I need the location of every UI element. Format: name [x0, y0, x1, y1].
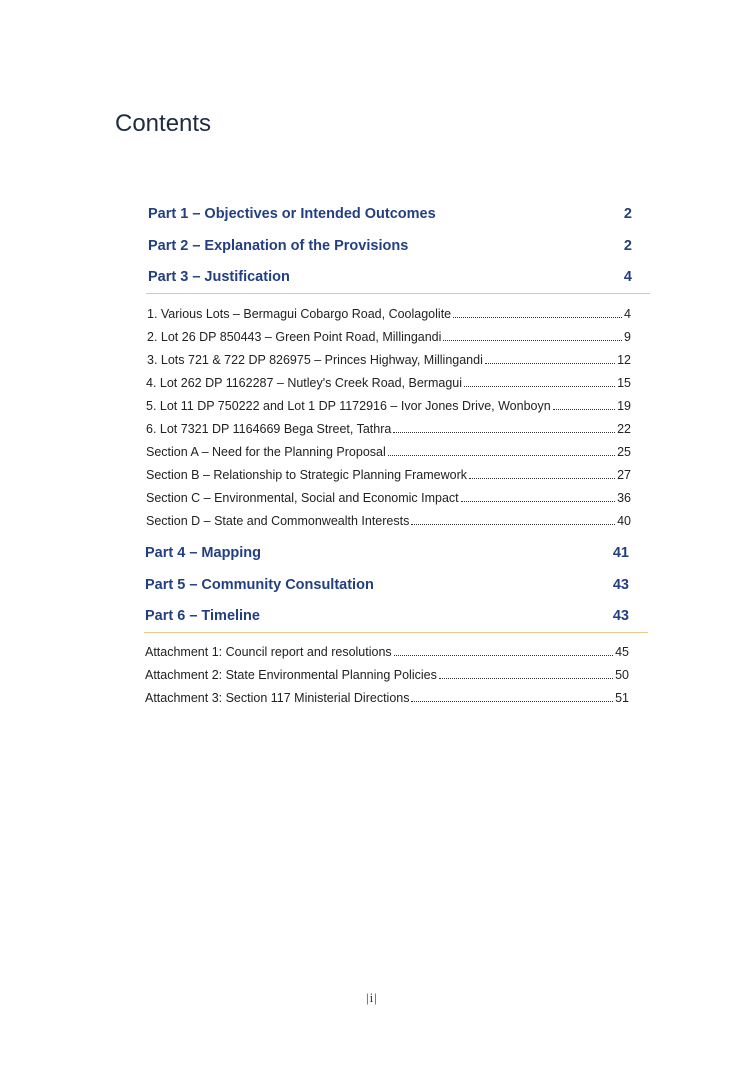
toc-entry-label: Section B – Relationship to Strategic Planning Framework [146, 468, 467, 482]
toc-entry-page: 15 [617, 376, 631, 390]
toc-entry-page: 51 [615, 691, 629, 705]
toc-entry[interactable] [147, 330, 631, 344]
toc-entry-label: Attachment 1: Council report and resolutions [145, 645, 392, 659]
toc-part-label: Part 4 – Mapping [145, 545, 262, 561]
page-title: Contents [115, 110, 212, 137]
toc-entry[interactable] [146, 445, 631, 459]
toc-entry[interactable] [147, 353, 631, 367]
toc-entry-label: 3. Lots 721 & 722 DP 826975 – Princes Highway, Millingandi [147, 353, 483, 367]
dot-leader [388, 455, 615, 456]
dot-leader [485, 363, 615, 364]
toc-entry[interactable] [146, 491, 631, 505]
toc-entry-page: 9 [624, 330, 631, 344]
toc-entry-page: 45 [615, 645, 629, 659]
toc-entry[interactable] [146, 514, 631, 528]
toc-entry-page: 4 [624, 307, 631, 321]
toc-entry-page: 12 [617, 353, 631, 367]
toc-attachment[interactable] [145, 645, 629, 659]
toc-entry-page: 19 [617, 399, 631, 413]
toc-entry[interactable] [146, 376, 631, 390]
toc-entry-page: 22 [617, 422, 631, 436]
toc-part-label: Part 3 – Justification [148, 269, 290, 285]
dot-leader [443, 340, 622, 341]
toc-part-label: Part 2 – Explanation of the Provisions [148, 238, 409, 254]
toc-attachment[interactable] [145, 691, 629, 705]
toc-entry-label: 6. Lot 7321 DP 1164669 Bega Street, Tathra [146, 422, 392, 436]
page-number: |i| [366, 990, 378, 1005]
dot-leader [411, 701, 613, 702]
toc-entry-label: Section D – State and Commonwealth Interests [146, 514, 410, 528]
toc-part-6[interactable] [145, 608, 629, 624]
toc-part-page: 43 [612, 608, 629, 624]
toc-part-5[interactable] [145, 577, 629, 593]
toc-part-label: Part 5 – Community Consultation [145, 577, 374, 593]
section-divider [146, 293, 650, 294]
toc-entry[interactable] [146, 422, 631, 436]
toc-entry[interactable] [146, 399, 631, 413]
dot-leader [553, 409, 615, 410]
dot-leader [469, 478, 615, 479]
dot-leader [393, 432, 615, 433]
dot-leader [394, 655, 613, 656]
toc-part-page: 2 [623, 238, 632, 254]
toc-entry-label: 1. Various Lots – Bermagui Cobargo Road, Coolagolite [147, 307, 452, 321]
toc-part-label: Part 1 – Objectives or Intended Outcomes [148, 206, 436, 222]
toc-part-2[interactable] [148, 238, 632, 254]
dot-leader [439, 678, 613, 679]
toc-part-label: Part 6 – Timeline [145, 608, 260, 624]
toc-part-page: 4 [623, 269, 632, 285]
toc-entry-page: 27 [617, 468, 631, 482]
section-divider [144, 632, 648, 633]
toc-entry-label: 4. Lot 262 DP 1162287 – Nutley's Creek Road, Bermagui [146, 376, 463, 390]
toc-entry-page: 40 [617, 514, 631, 528]
dot-leader [453, 317, 622, 318]
toc-part-1[interactable] [148, 206, 632, 222]
toc-entry[interactable] [146, 468, 631, 482]
toc-entry-page: 36 [617, 491, 631, 505]
dot-leader [411, 524, 615, 525]
toc-part-3[interactable] [148, 269, 632, 285]
toc-entry-label: Attachment 2: State Environmental Planning Policies [145, 668, 437, 682]
toc-part-4[interactable] [145, 545, 629, 561]
toc-part-page: 43 [612, 577, 629, 593]
dot-leader [464, 386, 615, 387]
toc-entry-label: Attachment 3: Section 117 Ministerial Directions [145, 691, 410, 705]
dot-leader [461, 501, 615, 502]
toc-entry-page: 25 [617, 445, 631, 459]
toc-entry-label: 5. Lot 11 DP 750222 and Lot 1 DP 1172916 – Ivor Jones Drive, Wonboyn [146, 399, 551, 413]
toc-entry-page: 50 [615, 668, 629, 682]
toc-part-page: 2 [623, 206, 632, 222]
toc-entry-label: Section C – Environmental, Social and Economic Impact [146, 491, 459, 505]
toc-entry-label: Section A – Need for the Planning Proposal [146, 445, 386, 459]
toc-part-page: 41 [612, 545, 629, 561]
toc-entry[interactable] [147, 307, 631, 321]
toc-attachment[interactable] [145, 668, 629, 682]
toc-entry-label: 2. Lot 26 DP 850443 – Green Point Road, Millingandi [147, 330, 442, 344]
